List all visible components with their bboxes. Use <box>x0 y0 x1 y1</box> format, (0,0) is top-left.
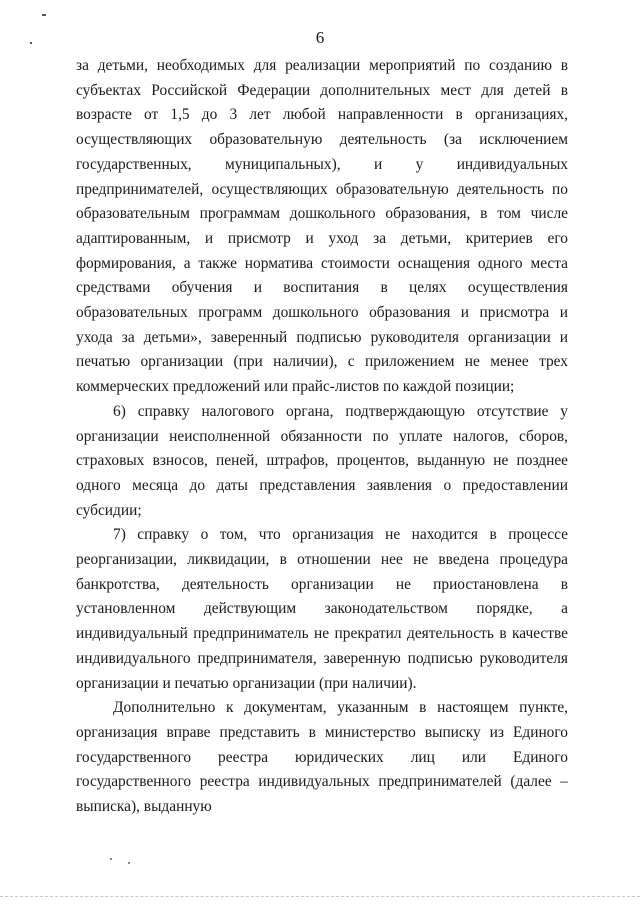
paragraph-additional: Дополнительно к документам, указанным в настоящем пункте, организация вправе представить в министерство выписку из Единого государственного реестра юридических лиц или Единого государственного реестра индивидуальных предпринимателей (далее – выписка), выданную <box>76 699 568 816</box>
scan-artifact <box>110 858 112 860</box>
scan-artifact <box>128 862 130 864</box>
scan-edge <box>0 896 640 897</box>
page-number: 6 <box>315 28 325 47</box>
scan-artifact <box>42 14 46 16</box>
paragraph-item-7: 7) справку о том, что организация не находится в процессе реорганизации, ликвидации, в отношении нее не введена процедура банкротства, деятельность организации не приостановлена в установленном действующим законодательством порядке, а индивидуальный предприниматель не прекратил деятельность в качестве индивидуального предпринимателя, заверенную подписью руководителя организации и печатью организации (при наличии). <box>76 526 568 692</box>
paragraph-continuation: за детьми, необходимых для реализации мероприятий по созданию в субъектах Российской Федерации дополнительных мест для детей в возрасте от 1,5 до 3 лет любой направленности в организациях, осуществляющих образовательную деятельность (за исключением государственных, муниципальных), и у индивидуальных предпринимателей, осуществляющих образовательную деятельность по образовательным программам дошкольного образования, в том числе адаптированным, и присмотр и уход за детьми, критериев его формирования, а также норматива стоимости оснащения одного места средствами обучения и воспитания в целях осуществления образовательных программ дошкольного образования и присмотра и ухода за детьми», заверенный подписью руководителя организации и печатью организации (при наличии), с приложением не менее трех коммерческих предложений или прайс-листов по каждой позиции; <box>76 57 568 396</box>
paragraph-item-6: 6) справку налогового органа, подтверждающую отсутствие у организации неисполненной обязанности по уплате налогов, сборов, страховых взносов, пеней, штрафов, процентов, выданную не позднее одного месяца до даты представления заявления о предоставлении субсидии; <box>76 402 568 519</box>
document-body <box>76 54 568 820</box>
